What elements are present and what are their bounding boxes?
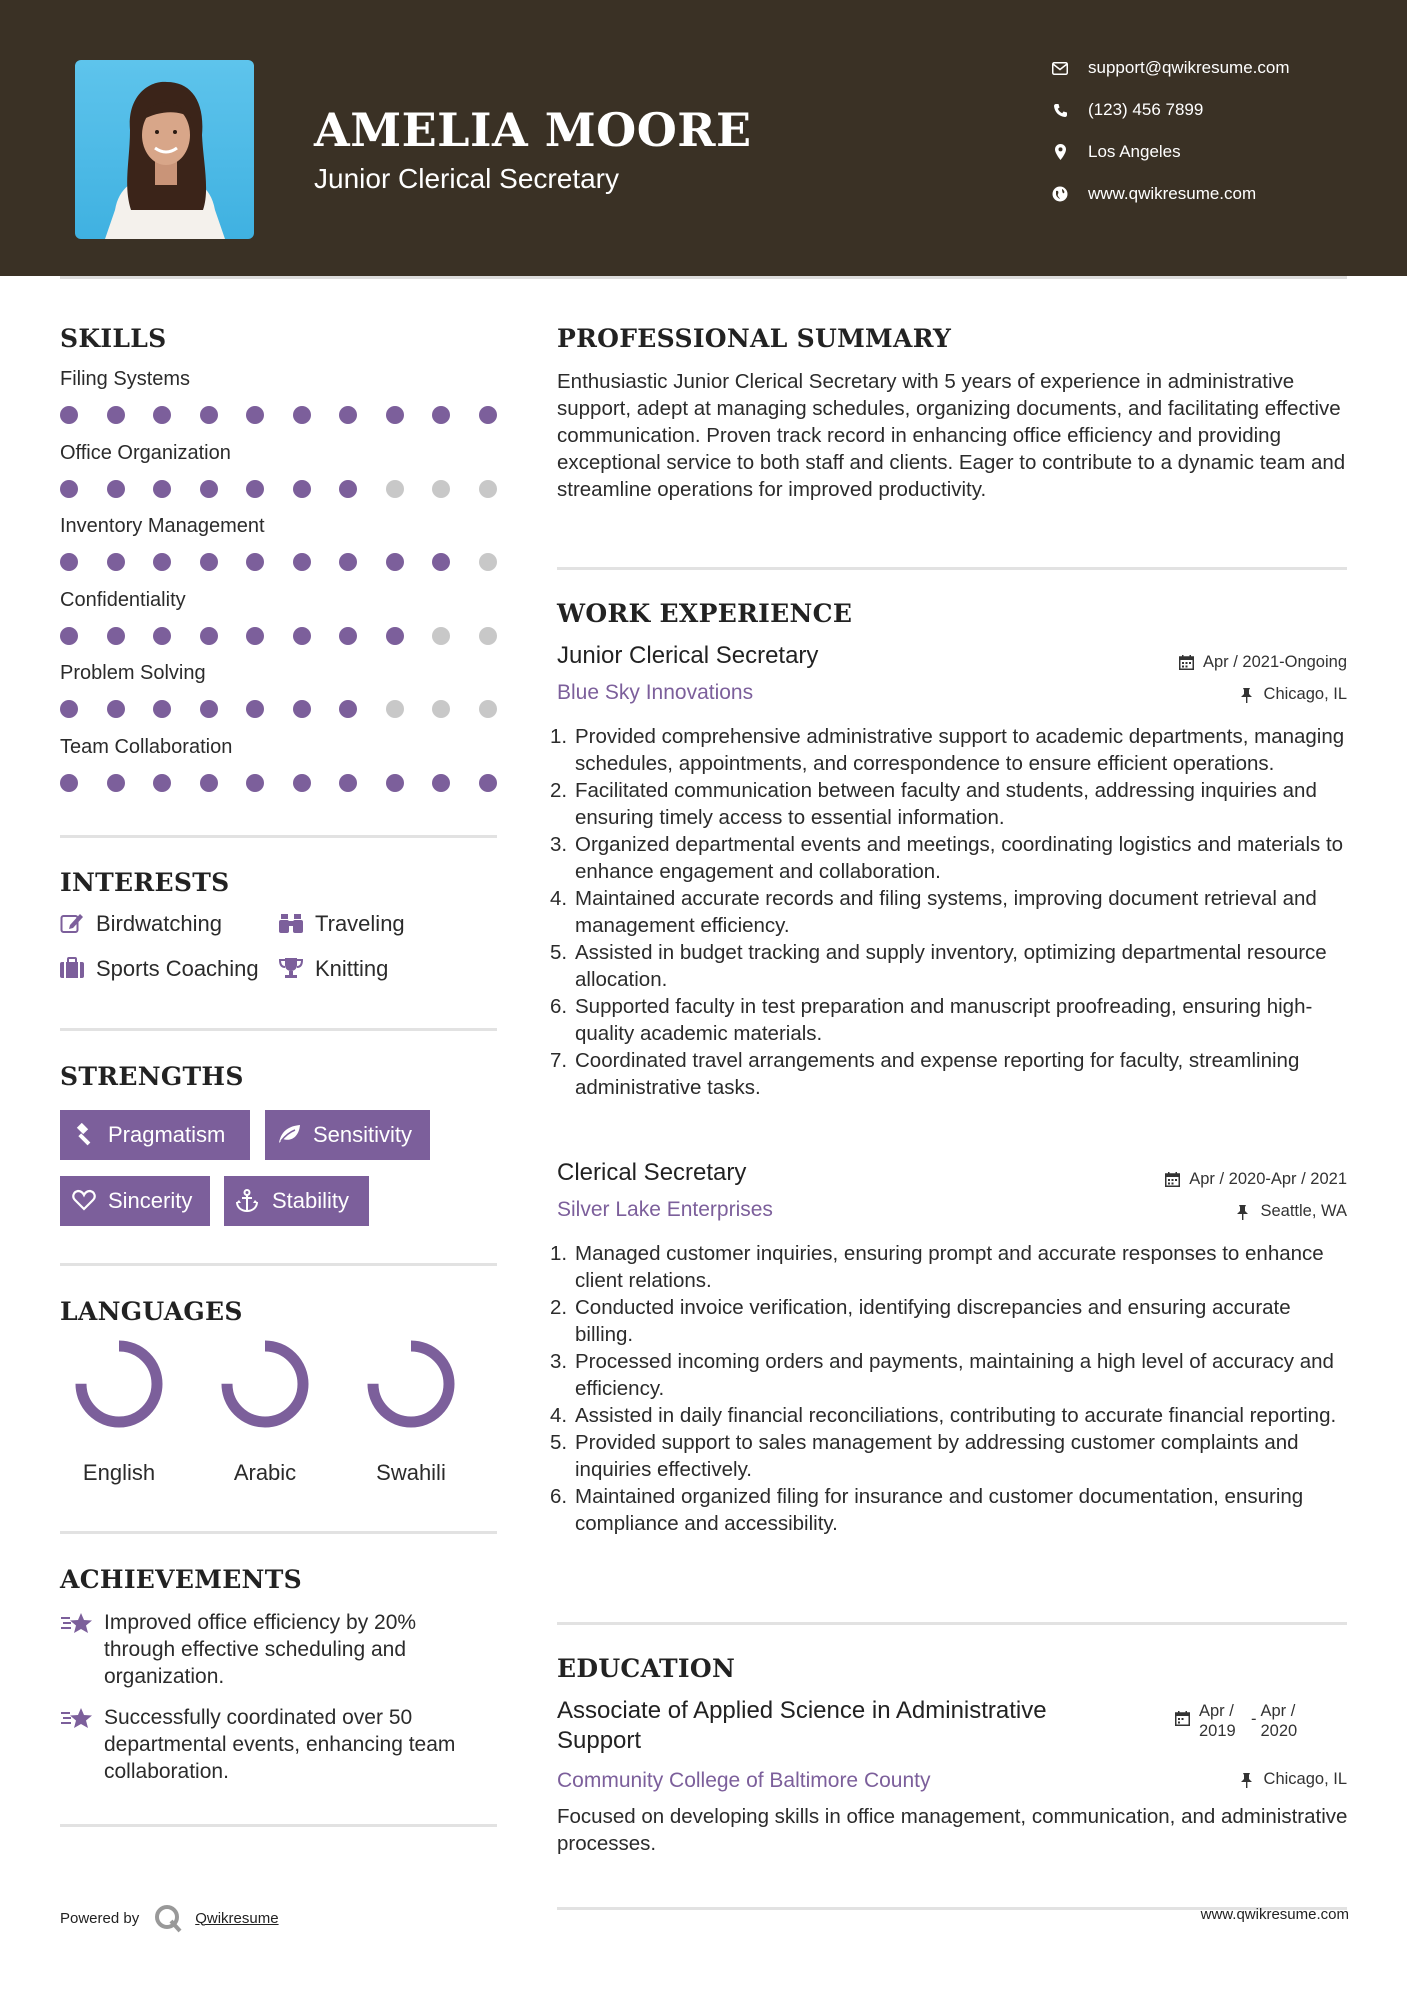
- pushpin-icon: [1240, 1772, 1256, 1788]
- achievement-item: [60, 1609, 480, 1690]
- summary-text: Enthusiastic Junior Clerical Secretary with 5 years of experience in administrative support, adept at managing schedules, organizing documents, and facilitating effective communication. Proven track record in enhancing office efficiency and providing exceptional service to both staff and clients. Eager to contribute to a dynamic team and streamline operations for improved productivity.: [557, 370, 1346, 501]
- company-name: Silver Lake Enterprises: [557, 1198, 773, 1221]
- rating-dot-empty: [432, 480, 450, 498]
- skill-label: Team Collaboration: [60, 735, 233, 758]
- interest-item: [279, 956, 388, 982]
- skill-rating: [60, 553, 500, 571]
- rating-dot-filled: [107, 774, 125, 792]
- calendar-icon: [1165, 1172, 1181, 1188]
- rating-dot-empty: [386, 480, 404, 498]
- rating-dot-filled: [60, 774, 78, 792]
- skill-label: Inventory Management: [60, 515, 265, 537]
- job-title: Junior Clerical Secretary: [557, 642, 819, 669]
- rating-dot-filled: [386, 774, 404, 792]
- rating-dot-filled: [60, 627, 78, 645]
- achievement-item: [60, 1704, 480, 1785]
- job-bullet: 5. Provided support to sales management by addressing customer complaints and inquiries effectively.: [550, 1431, 1299, 1481]
- rating-dot-filled: [246, 480, 264, 498]
- rating-dot-filled: [339, 480, 357, 498]
- leaf-icon: [277, 1123, 301, 1147]
- rating-dot-filled: [293, 700, 311, 718]
- skill-label: Confidentiality: [60, 588, 186, 611]
- job-location: [1240, 685, 1347, 704]
- strength-tag: [265, 1110, 430, 1160]
- school-name: Community College of Baltimore County: [557, 1769, 931, 1792]
- rating-dot-filled: [153, 700, 171, 718]
- qwikresume-logo-icon: [153, 1903, 183, 1933]
- skill-rating: [60, 480, 500, 498]
- strength-label: Sincerity: [108, 1188, 193, 1213]
- heart-icon: [72, 1189, 96, 1213]
- rating-dot-filled: [246, 553, 264, 571]
- gavel-icon: [72, 1123, 96, 1147]
- rating-dot-filled: [293, 627, 311, 645]
- rating-dot-empty: [432, 700, 450, 718]
- job-dates-text: Apr / 2020-Apr / 2021: [1189, 1170, 1347, 1188]
- job-bullet: 3. Processed incoming orders and payments, maintaining a high level of accuracy and efficiency.: [550, 1350, 1334, 1400]
- header-divider: [60, 276, 1347, 279]
- achievements-divider: [60, 1824, 497, 1827]
- pushpin-icon: [1236, 1204, 1252, 1220]
- rating-dot-filled: [293, 774, 311, 792]
- skill-label: Problem Solving: [60, 662, 206, 684]
- job-location: [1236, 1202, 1347, 1221]
- rating-dot-filled: [200, 627, 218, 645]
- job-bullets: [550, 723, 1350, 1101]
- rating-dot-filled: [246, 406, 264, 424]
- job-bullets: [550, 1240, 1350, 1537]
- language-level-ring: [361, 1334, 461, 1434]
- language-level-ring: [69, 1334, 169, 1434]
- strengths-title: STRENGTHS: [60, 1062, 244, 1091]
- rating-dot-filled: [339, 627, 357, 645]
- interest-item: [60, 911, 222, 937]
- job-location-text: Chicago, IL: [1263, 685, 1347, 703]
- suitcase-icon: [60, 957, 84, 981]
- binoculars-icon: [279, 912, 303, 936]
- contact-email-text: support@qwikresume.com: [1088, 58, 1290, 77]
- education-dates: [1175, 1701, 1311, 1741]
- profile-photo: [75, 60, 254, 239]
- rating-dot-filled: [386, 553, 404, 571]
- rating-dot-filled: [153, 553, 171, 571]
- rating-dot-filled: [479, 774, 497, 792]
- achievement-text: Successfully coordinated over 50 departmental events, enhancing team collaboration.: [104, 1706, 456, 1783]
- interests-divider: [60, 1028, 497, 1031]
- shooting-star-icon: [60, 1704, 94, 1732]
- rating-dot-empty: [432, 627, 450, 645]
- rating-dot-filled: [153, 627, 171, 645]
- language-level-arc: [227, 1346, 303, 1422]
- footer-website[interactable]: www.qwikresume.com: [1200, 1906, 1349, 1923]
- contact-phone[interactable]: [1050, 100, 1203, 120]
- envelope-icon: [1050, 58, 1070, 78]
- contact-email[interactable]: [1050, 58, 1290, 78]
- summary-title: PROFESSIONAL SUMMARY: [557, 324, 952, 353]
- strength-tag: [60, 1176, 210, 1226]
- job-bullet: 6. Maintained organized filing for insurance and customer documentation, ensuring compliance and accessibility.: [550, 1485, 1304, 1535]
- job-bullet: 1. Provided comprehensive administrative support to academic departments, managing schedules, appointments, and correspondence to ensure efficient operations.: [550, 725, 1345, 775]
- job-bullet: 2. Facilitated communication between faculty and students, addressing inquiries and ensuring timely access to essential information.: [550, 779, 1317, 829]
- pushpin-icon: [1240, 687, 1256, 703]
- rating-dot-filled: [60, 700, 78, 718]
- job-bullet: 5. Assisted in budget tracking and supply inventory, optimizing departmental resource allocation.: [550, 941, 1327, 991]
- interest-item: [60, 956, 259, 982]
- rating-dot-filled: [246, 774, 264, 792]
- interests-title: INTERESTS: [60, 868, 230, 897]
- language-label: Arabic: [233, 1460, 297, 1485]
- skill-rating: [60, 406, 500, 424]
- languages-divider: [60, 1531, 497, 1534]
- rating-dot-filled: [386, 627, 404, 645]
- rating-dot-filled: [60, 406, 78, 424]
- education-text: Focused on developing skills in office management, communication, and administrative processes.: [557, 1805, 1348, 1855]
- powered-by: [60, 1903, 279, 1933]
- interest-label: Traveling: [315, 911, 405, 936]
- interest-item: [279, 911, 405, 937]
- rating-dot-filled: [200, 774, 218, 792]
- achievements-title: ACHIEVEMENTS: [60, 1565, 302, 1594]
- contact-phone-text: (123) 456 7899: [1088, 100, 1204, 119]
- trophy-icon: [279, 957, 303, 981]
- education-location: [1240, 1770, 1347, 1789]
- rating-dot-filled: [293, 480, 311, 498]
- job-location-text: Seattle, WA: [1260, 1202, 1347, 1220]
- experience-divider: [557, 1622, 1347, 1625]
- rating-dot-filled: [479, 406, 497, 424]
- skill-label: Office Organization: [60, 441, 231, 464]
- rating-dot-filled: [153, 480, 171, 498]
- rating-dot-filled: [107, 406, 125, 424]
- rating-dot-filled: [432, 774, 450, 792]
- rating-dot-empty: [479, 627, 497, 645]
- contact-website-text: www.qwikresume.com: [1088, 184, 1257, 203]
- interest-label: Birdwatching: [96, 911, 222, 936]
- rating-dot-empty: [386, 700, 404, 718]
- candidate-role: Junior Clerical Secretary: [314, 163, 619, 194]
- strength-label: Pragmatism: [108, 1122, 226, 1147]
- contact-website[interactable]: [1050, 184, 1256, 204]
- skill-rating: [60, 774, 500, 792]
- calendar-icon: [1175, 1711, 1191, 1727]
- strengths-divider: [60, 1263, 497, 1266]
- date-separator: -: [1251, 1710, 1257, 1728]
- calendar-icon: [1179, 655, 1195, 671]
- language-level-arc: [373, 1346, 449, 1422]
- degree-title: Associate of Applied Science in Administrative: [557, 1697, 1047, 1724]
- job-bullet: 3. Organized departmental events and meetings, coordinating logistics and materials to enhance engagement and collaboration.: [550, 833, 1344, 883]
- powered-by-text: Powered by: [60, 1909, 140, 1927]
- rating-dot-filled: [153, 406, 171, 424]
- interest-label: Knitting: [315, 956, 389, 981]
- shooting-star-icon: [60, 1609, 94, 1637]
- rating-dot-filled: [200, 700, 218, 718]
- skills-divider: [60, 835, 497, 838]
- skills-title: SKILLS: [60, 324, 167, 353]
- strength-label: Sensitivity: [313, 1122, 413, 1147]
- skill-label: Filing Systems: [60, 368, 191, 390]
- rating-dot-filled: [293, 553, 311, 571]
- skill-rating: [60, 627, 500, 645]
- anchor-icon: [236, 1189, 260, 1213]
- rating-dot-empty: [479, 480, 497, 498]
- education-location-text: Chicago, IL: [1263, 1770, 1347, 1788]
- strength-label: Stability: [272, 1188, 350, 1213]
- job-dates-text: Apr / 2021-Ongoing: [1202, 653, 1347, 671]
- rating-dot-filled: [339, 553, 357, 571]
- contact-location: [1050, 142, 1181, 162]
- phone-icon: [1050, 100, 1070, 120]
- rating-dot-filled: [293, 406, 311, 424]
- strength-tag: [60, 1110, 250, 1160]
- skill-rating: [60, 700, 500, 718]
- company-name: Blue Sky Innovations: [557, 681, 754, 704]
- interest-label: Sports Coaching: [96, 956, 259, 981]
- globe-icon: [1050, 184, 1070, 204]
- rating-dot-filled: [153, 774, 171, 792]
- experience-title: WORK EXPERIENCE: [557, 599, 853, 628]
- languages-title: LANGUAGES: [60, 1297, 243, 1326]
- edit-icon: [60, 912, 84, 936]
- education-title: EDUCATION: [557, 1654, 736, 1683]
- job-bullet: 4. Maintained accurate records and filing systems, improving document retrieval and management efficiency.: [550, 887, 1317, 937]
- rating-dot-filled: [200, 553, 218, 571]
- strength-tag: [224, 1176, 369, 1226]
- rating-dot-filled: [339, 774, 357, 792]
- rating-dot-filled: [246, 700, 264, 718]
- rating-dot-empty: [479, 700, 497, 718]
- rating-dot-empty: [479, 553, 497, 571]
- job-bullet: 7. Coordinated travel arrangements and expense reporting for faculty, streamlining administrative tasks.: [550, 1049, 1300, 1099]
- rating-dot-filled: [60, 480, 78, 498]
- job-dates: [1165, 1170, 1347, 1189]
- language-level-arc: [81, 1346, 157, 1422]
- language-label: English: [82, 1460, 156, 1485]
- rating-dot-filled: [107, 627, 125, 645]
- rating-dot-filled: [432, 553, 450, 571]
- rating-dot-filled: [200, 480, 218, 498]
- achievement-text: Improved office efficiency by 20% through effective scheduling and organization.: [104, 1611, 417, 1688]
- language-label: Swahili: [376, 1460, 446, 1485]
- rating-dot-filled: [339, 700, 357, 718]
- map-marker-icon: [1050, 142, 1070, 162]
- job-bullet: 6. Supported faculty in test preparation and manuscript proofreading, ensuring high-quality academic materials.: [550, 995, 1313, 1045]
- degree-title-cont: Support: [557, 1727, 642, 1754]
- job-title: Clerical Secretary: [557, 1159, 747, 1186]
- education-end-date: Apr / 2020: [1260, 1702, 1298, 1740]
- job-bullet: 2. Conducted invoice verification, identifying discrepancies and ensuring accurate billing.: [550, 1296, 1291, 1346]
- language-level-ring: [215, 1334, 315, 1434]
- rating-dot-filled: [386, 406, 404, 424]
- rating-dot-filled: [107, 553, 125, 571]
- rating-dot-filled: [339, 406, 357, 424]
- rating-dot-filled: [432, 406, 450, 424]
- rating-dot-filled: [246, 627, 264, 645]
- job-bullet: 4. Assisted in daily financial reconciliations, contributing to accurate financial reporting.: [550, 1404, 1337, 1427]
- rating-dot-filled: [107, 480, 125, 498]
- qwikresume-link[interactable]: Qwikresume: [195, 1909, 279, 1927]
- rating-dot-filled: [200, 406, 218, 424]
- rating-dot-filled: [107, 700, 125, 718]
- summary-divider: [557, 567, 1347, 570]
- rating-dot-filled: [60, 553, 78, 571]
- education-start-date: Apr / 2019: [1199, 1702, 1236, 1740]
- job-dates: [1179, 653, 1347, 672]
- contact-location-text: Los Angeles: [1088, 142, 1181, 161]
- resume-header: [0, 0, 1407, 276]
- job-bullet: 1. Managed customer inquiries, ensuring prompt and accurate responses to enhance client relations.: [550, 1242, 1324, 1292]
- candidate-name: AMELIA MOORE: [314, 103, 752, 157]
